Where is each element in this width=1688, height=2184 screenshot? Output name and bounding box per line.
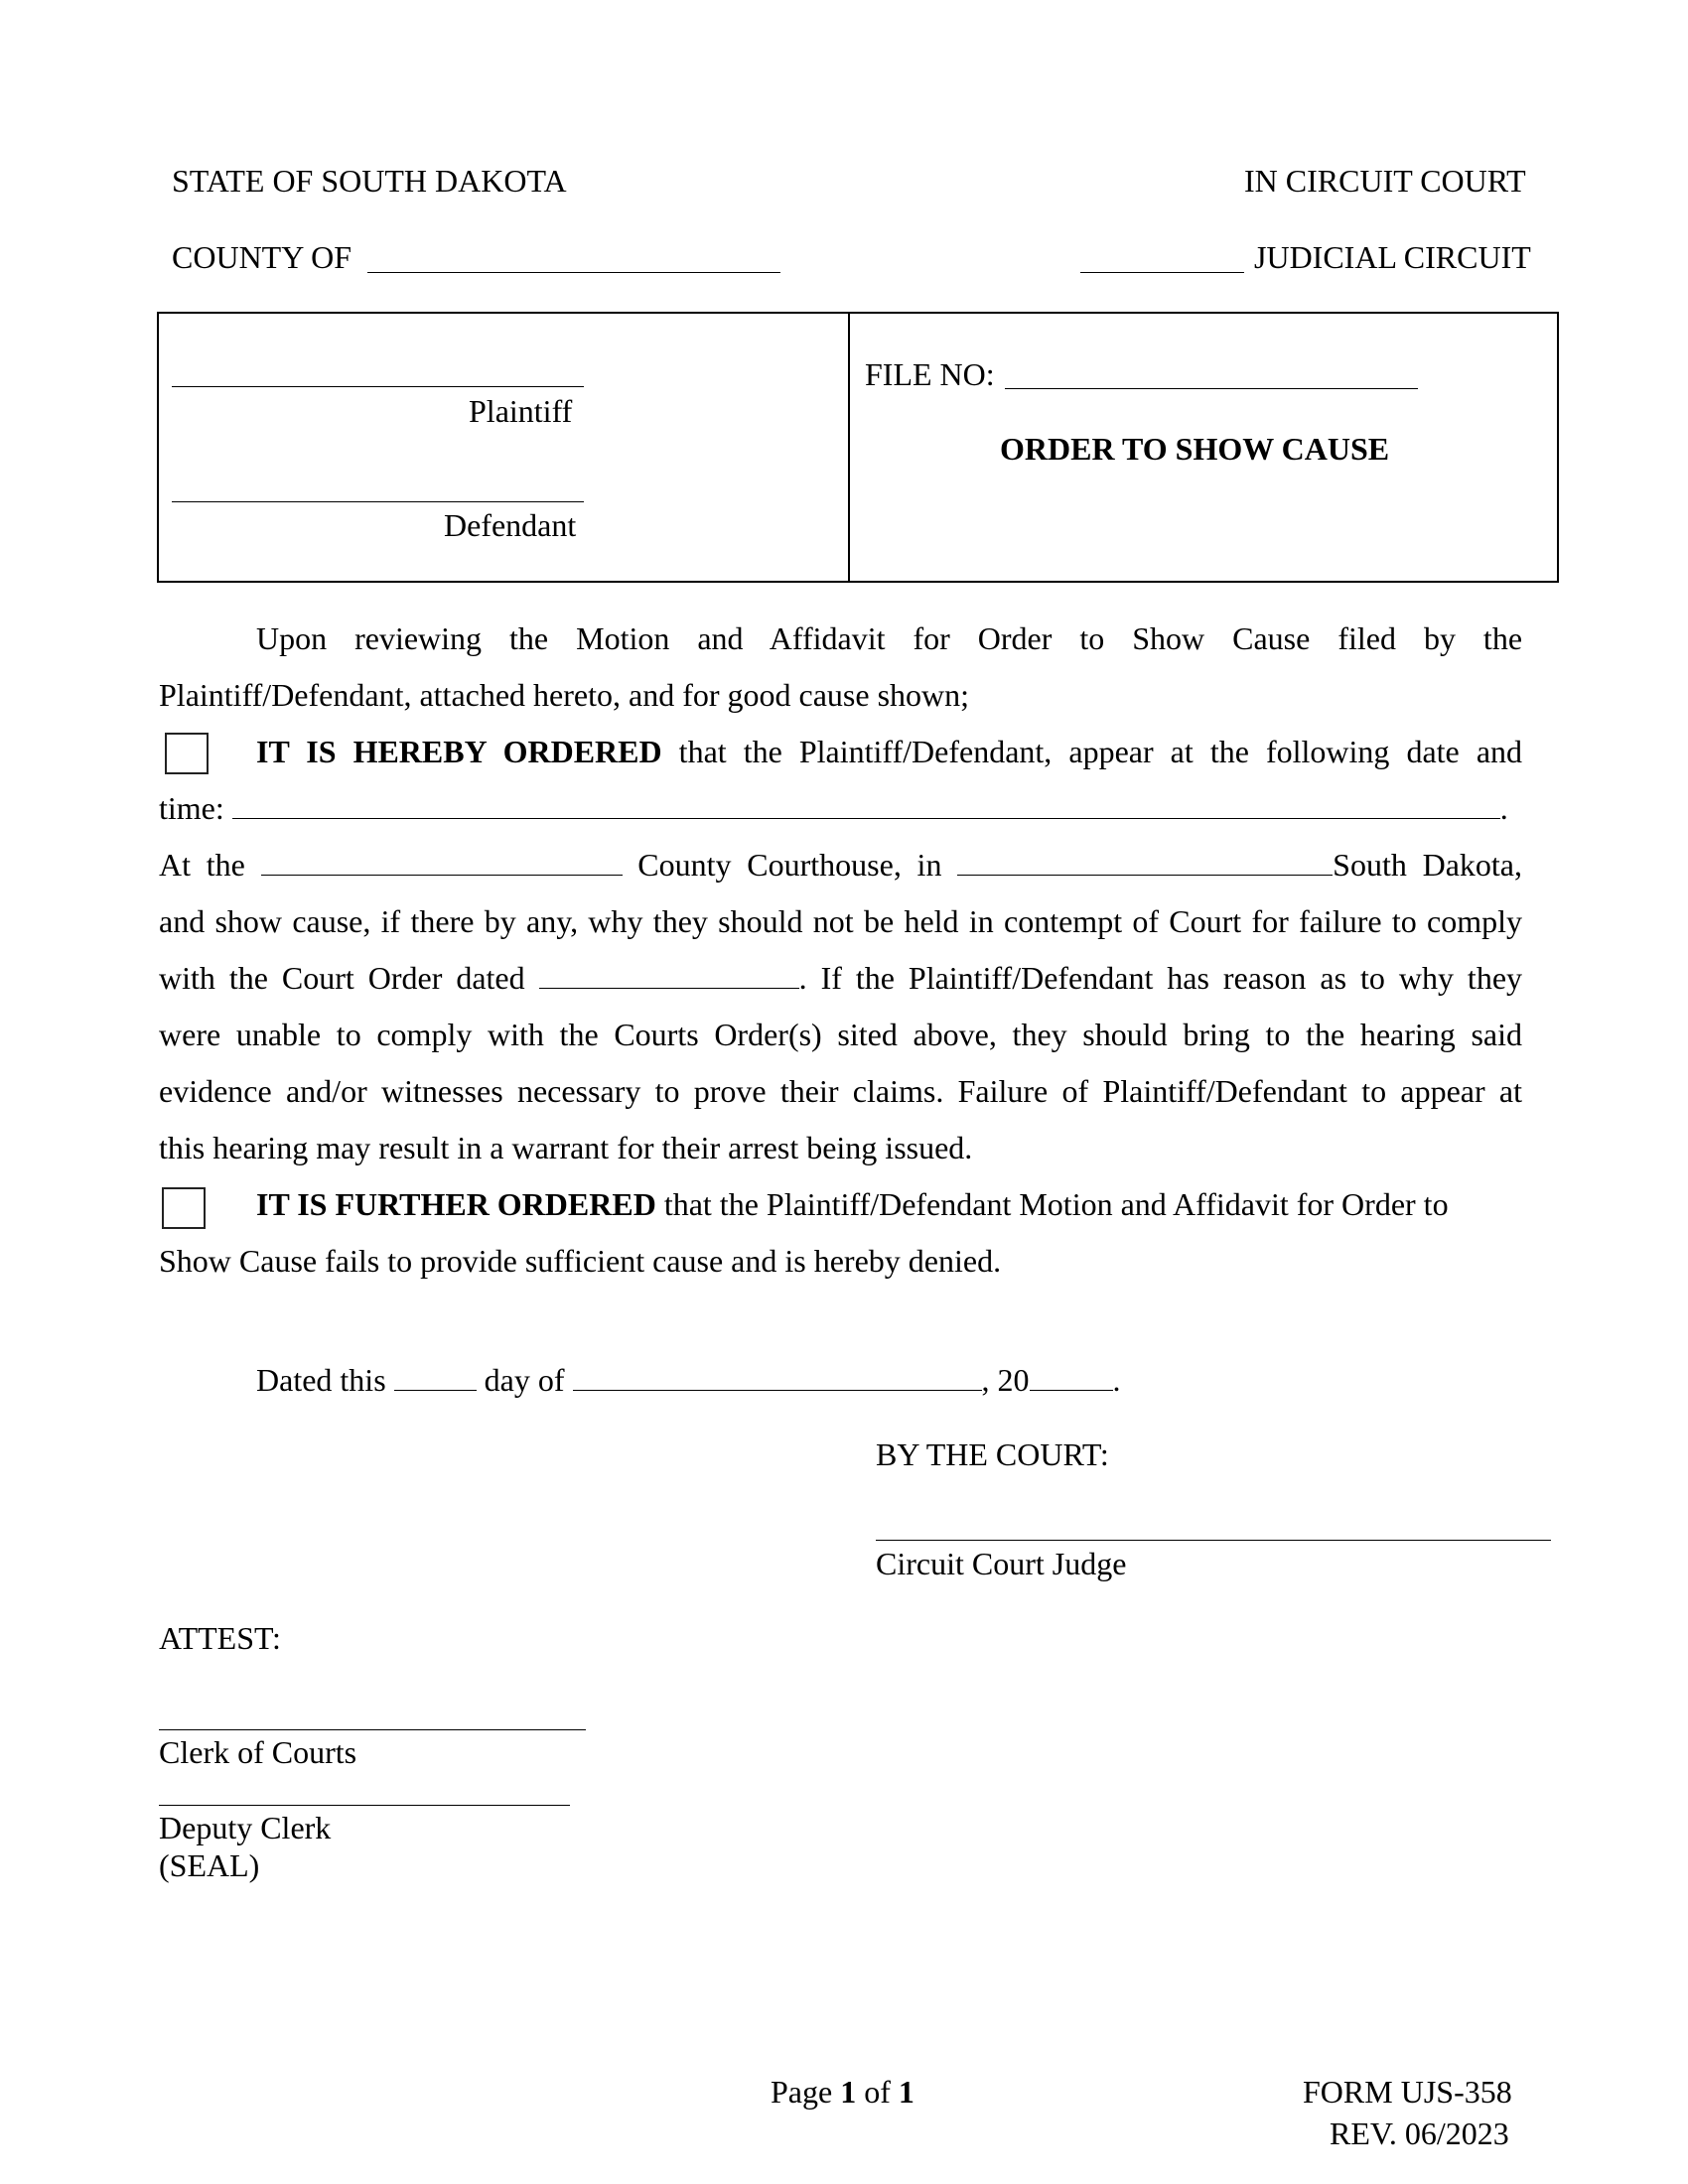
judge-label: Circuit Court Judge: [876, 1546, 1127, 1581]
dated-line: [256, 1362, 1121, 1396]
intro-line-1: [159, 611, 1522, 667]
south-dakota-label: South Dakota,: [1333, 847, 1522, 883]
if-reason-text: . If the Plaintiff/Defendant has reason as to why they: [798, 960, 1523, 996]
intro-word: Upon: [256, 620, 328, 656]
document-title: ORDER TO SHOW CAUSE: [1000, 431, 1390, 467]
intro-word: and: [697, 620, 744, 656]
state-label: STATE OF SOUTH DAKOTA: [172, 163, 567, 199]
file-no-blank[interactable]: [1005, 388, 1418, 389]
order2-line: [159, 1176, 1522, 1233]
intro-word: Order: [977, 620, 1053, 656]
deputy-signature-line[interactable]: [159, 1805, 570, 1806]
page-number: [771, 2076, 914, 2108]
county-blank[interactable]: [367, 272, 780, 273]
year-prefix: , 20: [981, 1362, 1030, 1398]
attest-label: ATTEST:: [159, 1620, 281, 1656]
caption-divider: [848, 314, 850, 581]
intro-line-2: Plaintiff/Defendant, attached hereto, and for good cause shown;: [159, 677, 970, 713]
location-line: [159, 837, 1522, 893]
defendant-label: Defendant: [444, 507, 577, 543]
form-id: FORM UJS-358: [1303, 2074, 1512, 2110]
order2-line-2: Show Cause fails to provide sufficient cause and is hereby denied.: [159, 1243, 1002, 1279]
intro-word: the: [1482, 620, 1523, 656]
defendant-blank[interactable]: [172, 501, 584, 502]
warrant-line: this hearing may result in a warrant for their arrest being issued.: [159, 1130, 973, 1165]
dated-this-label: Dated this: [256, 1362, 386, 1398]
order2-checkbox[interactable]: [162, 1187, 206, 1229]
page-of: of: [864, 2074, 891, 2110]
page-current: 1: [840, 2074, 857, 2110]
plaintiff-label: Plaintiff: [469, 393, 573, 429]
judge-signature-line[interactable]: [876, 1540, 1551, 1541]
circuit-label: JUDICIAL CIRCUIT: [1254, 239, 1531, 275]
order1-checkbox[interactable]: [165, 733, 209, 774]
order-body: [159, 611, 1522, 1290]
evidence-line: evidence and/or witnesses necessary to prove their claims. Failure of Plaintiff/Defendant to appear at: [159, 1073, 1522, 1109]
order1-bold: IT IS HEREBY ORDERED: [256, 734, 662, 769]
dated-period: .: [1112, 1362, 1121, 1398]
order2-bold: IT IS FURTHER ORDERED: [256, 1186, 656, 1222]
clerk-signature-line[interactable]: [159, 1729, 586, 1730]
form-revision: REV. 06/2023: [1330, 2116, 1509, 2151]
month-blank[interactable]: [573, 1362, 982, 1391]
court-order-date-blank[interactable]: [539, 958, 799, 989]
by-the-court-label: BY THE COURT:: [876, 1436, 1109, 1472]
intro-word: filed: [1337, 620, 1396, 656]
order2-rest: that the Plaintiff/Defendant Motion and Affidavit for Order to: [663, 1186, 1449, 1222]
intro-word: reviewing: [354, 620, 483, 656]
intro-word: Show: [1132, 620, 1205, 656]
day-of-label: day of: [484, 1362, 565, 1398]
at-the-label: At the: [159, 847, 245, 883]
deputy-label: Deputy Clerk: [159, 1810, 332, 1845]
courthouse-county-blank[interactable]: [261, 845, 623, 876]
page-total: 1: [898, 2074, 914, 2110]
intro-word: Cause: [1232, 620, 1311, 656]
file-no-label: FILE NO:: [865, 356, 995, 392]
intro-word: by: [1423, 620, 1456, 656]
order1-line: [159, 724, 1522, 780]
order1-rest: that the Plaintiff/Defendant, appear at the following date and: [678, 734, 1523, 769]
intro-word: for: [913, 620, 950, 656]
courthouse-city-blank[interactable]: [957, 845, 1333, 876]
page-prefix: Page: [771, 2074, 833, 2110]
court-label: IN CIRCUIT COURT: [1244, 163, 1526, 199]
time-label: time:: [159, 790, 224, 826]
court-order-dated-label: with the Court Order dated: [159, 960, 525, 996]
year-blank[interactable]: [1030, 1362, 1113, 1391]
plaintiff-blank[interactable]: [172, 386, 584, 387]
unable-line: were unable to comply with the Courts Order(s) sited above, they should bring to the hearing said: [159, 1017, 1522, 1052]
circuit-number-blank[interactable]: [1080, 272, 1244, 273]
intro-word: Affidavit: [769, 620, 886, 656]
day-blank[interactable]: [394, 1362, 477, 1391]
show-cause-line: and show cause, if there by any, why they should not be held in contempt of Court for failure to comply: [159, 903, 1522, 939]
intro-word: to: [1079, 620, 1105, 656]
intro-word: the: [509, 620, 549, 656]
seal-label: (SEAL): [159, 1847, 260, 1883]
time-blank[interactable]: [232, 788, 1500, 819]
time-line: time: .: [159, 790, 1508, 826]
court-order-line: [159, 950, 1522, 1007]
county-label: COUNTY OF: [172, 239, 352, 275]
clerk-label: Clerk of Courts: [159, 1734, 357, 1770]
county-courthouse-label: County Courthouse, in: [637, 847, 942, 883]
intro-word: Motion: [576, 620, 670, 656]
